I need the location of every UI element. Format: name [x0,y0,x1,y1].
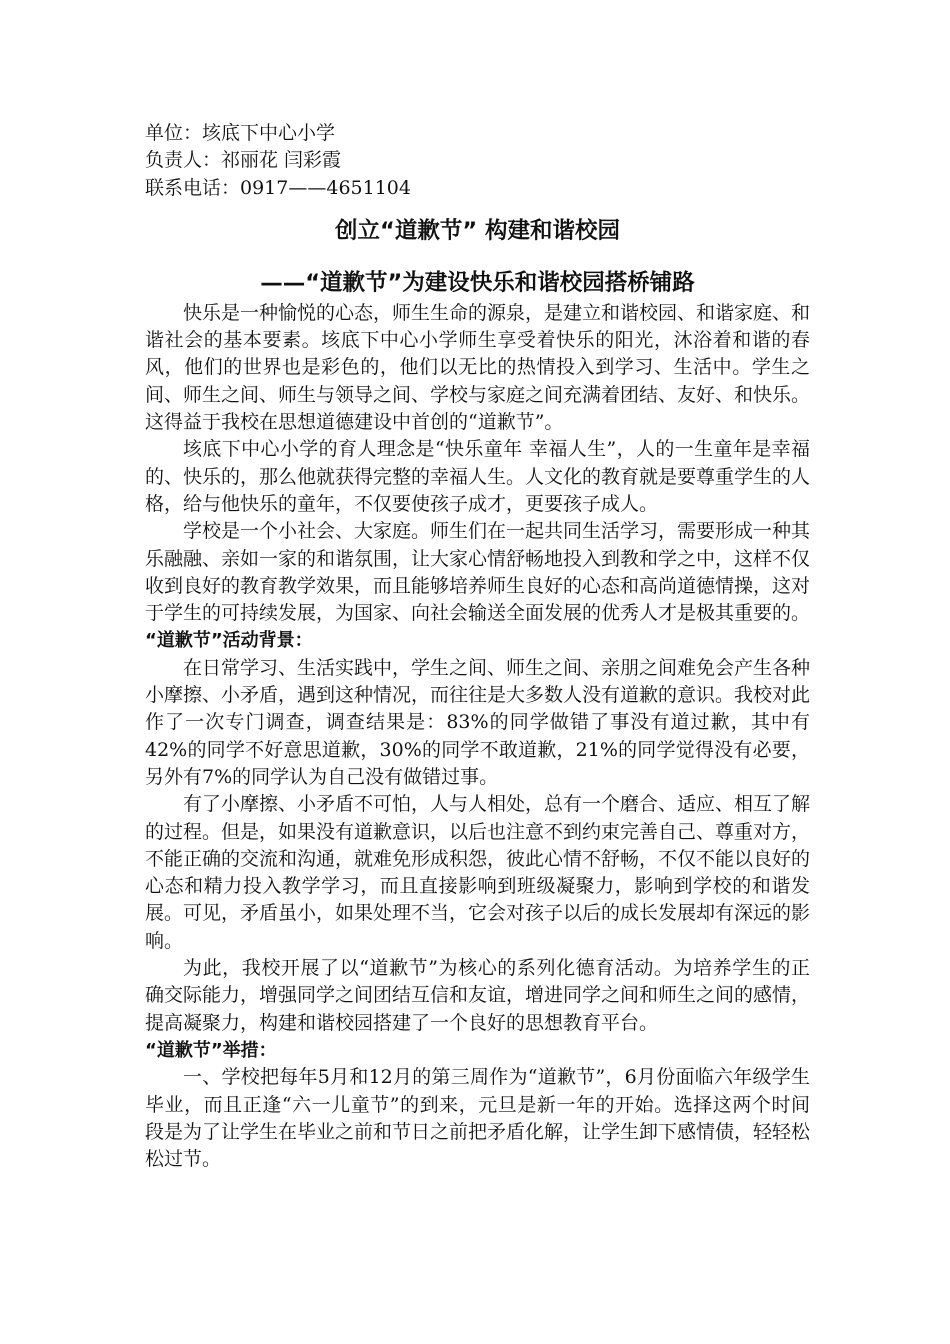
phone-line: 联系电话：0917——4651104 [145,176,411,199]
document-subtitle: ——“道歉节”为建设快乐和谐校园搭桥铺路 [260,269,695,296]
measures-paragraph-1: 一、学校把每年5月和12月的第三周作为“道歉节”，6月份面临六年级学生毕业，而且正逢“六一儿童节”的到来，元旦是新一年的开始。选择这两个时间段是为了让学生在毕业之前和节日之前把矛盾化解，让学生卸下感情债，轻轻松松过节。 [145,1066,811,1171]
intro-paragraph-1: 快乐是一种愉悦的心态，师生生命的源泉，是建立和谐校园、和谐家庭、和谐社会的基本要素。垓底下中心小学师生享受着快乐的阳光，沐浴着和谐的春风，他们的世界也是彩色的，他们以无比的热情投入到学习、生活中。学生之间、师生之间、师生与领导之间、学校与家庭之间充满着团结、友好、和快乐。这得益于我校在思想道德建设中首创的“道歉节”。 [145,301,811,434]
intro-paragraph-2: 垓底下中心小学的育人理念是“快乐童年 幸福人生”，人的一生童年是幸福的、快乐的，那么他就获得完整的幸福人生。人文化的教育就是要尊重学生的人格，给与他快乐的童年，不仅要使孩子成才，更要孩子成人。 [145,438,811,515]
unit-line: 单位：垓底下中心小学 [145,122,336,144]
intro-paragraph-3: 学校是一个小社会、大家庭。师生们在一起共同生活学习，需要形成一种其乐融融、亲如一家的和谐氛围，让大家心情舒畅地投入到教和学之中，这样不仅收到良好的教育教学效果，而且能够培养师生良好的心态和高尚道德情操，这对于学生的可持续发展，为国家、向社会输送全面发展的优秀人才是极其重要的。 [145,520,811,625]
responsible-line: 负责人：祁丽花 闫彩霞 [145,149,342,172]
background-paragraph-2: 有了小摩擦、小矛盾不可怕，人与人相处，总有一个磨合、适应、相互了解的过程。但是，如果没有道歉意识，以后也注意不到约束完善自己、尊重对方，不能正确的交流和沟通，就难免形成积怨，彼此心情不舒畅，不仅不能以良好的心态和精力投入教学学习，而且直接影响到班级凝聚力，影响到学校的和谐发展。可见，矛盾虽小，如果处理不当，它会对孩子以后的成长发展却有深远的影响。 [145,793,811,952]
document-page [145,120,810,1173]
background-heading: “道歉节”活动背景： [145,630,313,652]
measures-heading: “道歉节”举措： [145,1039,277,1061]
background-paragraph-3: 为此，我校开展了以“道歉节”为核心的系列化德育活动。为培养学生的正确交际能力，增强同学之间团结互信和友谊，增进同学之间和师生之间的感情，提高凝聚力，构建和谐校园搭建了一个良好的思想教育平台。 [145,957,811,1034]
background-paragraph-1: 在日常学习、生活实践中，学生之间、师生之间、亲朋之间难免会产生各种小摩擦、小矛盾，遇到这种情况，而往往是大多数人没有道歉的意识。我校对此作了一次专门调查，调查结果是：83%的同学做错了事没有道过歉，其中有42%的同学不好意思道歉，30%的同学不敢道歉，21%的同学觉得没有必要，另外有7%的同学认为自己没有做错过事。 [145,656,811,788]
document-title: 创立“道歉节” 构建和谐校园 [335,217,620,244]
